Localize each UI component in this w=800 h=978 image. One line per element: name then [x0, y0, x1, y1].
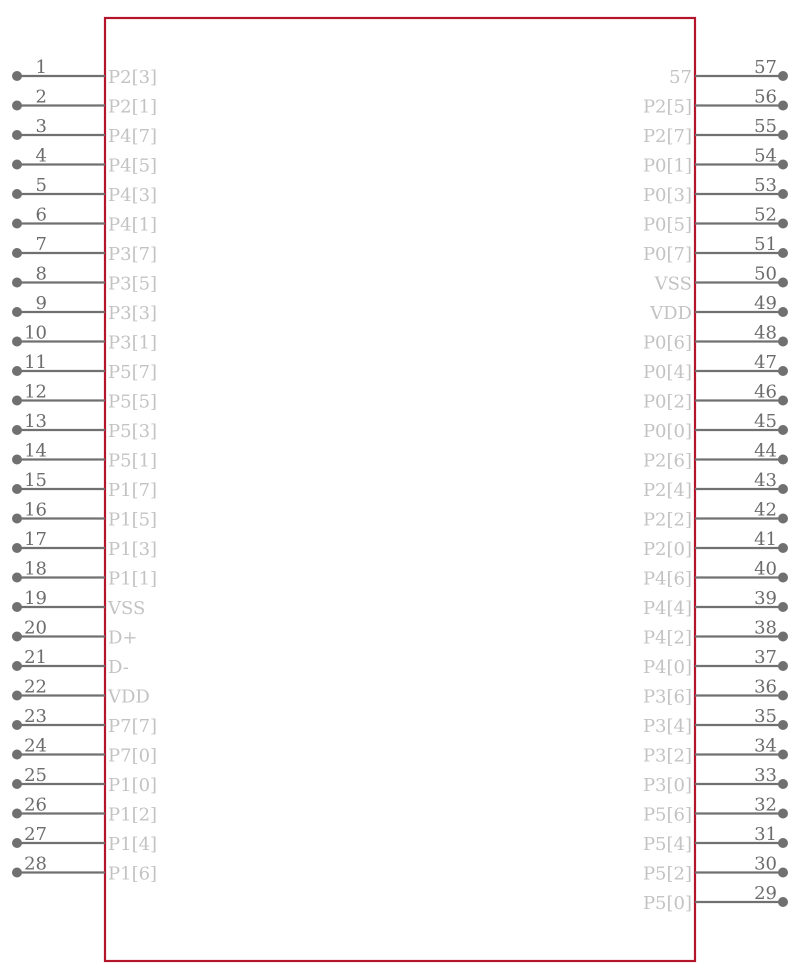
pin-terminal-dot: [12, 160, 22, 170]
pin-name: D+: [108, 627, 138, 649]
pin-terminal-dot: [778, 750, 788, 760]
pin-number: 25: [24, 765, 47, 786]
pin-number: 29: [754, 883, 777, 904]
pin-terminal-dot: [12, 868, 22, 878]
pin-number: 13: [24, 411, 47, 432]
pin-name: P5[0]: [642, 893, 692, 914]
pin-name: P4[2]: [642, 627, 692, 649]
pin-number: 36: [754, 676, 777, 698]
pin-number: 45: [754, 411, 777, 432]
pin-number: 22: [24, 676, 47, 698]
pin-terminal-dot: [12, 573, 22, 583]
pin-name: P4[4]: [642, 598, 692, 619]
pin-terminal-dot: [12, 779, 22, 789]
pin-number: 53: [754, 175, 777, 196]
pin-name: P5[5]: [108, 391, 158, 413]
pin-name: P7[0]: [108, 745, 158, 767]
pin-terminal-dot: [12, 809, 22, 819]
pin-number: 51: [754, 234, 777, 255]
pin-terminal-dot: [778, 868, 788, 878]
pin-terminal-dot: [12, 337, 22, 347]
pin-name: P5[3]: [108, 421, 158, 442]
pin-terminal-dot: [12, 396, 22, 406]
pin-number: 54: [754, 145, 777, 167]
pin-number: 11: [24, 352, 47, 373]
pin-number: 15: [24, 470, 47, 491]
pin-terminal-dot: [778, 779, 788, 789]
pin-name: P5[1]: [108, 450, 158, 472]
pin-name: P3[5]: [108, 273, 158, 295]
pin-name: P2[7]: [642, 126, 692, 147]
pin-number: 57: [754, 57, 777, 78]
pin-terminal-dot: [778, 514, 788, 524]
pin-name: P4[5]: [108, 155, 158, 177]
pin-number: 44: [754, 440, 777, 462]
pin-number: 5: [35, 175, 47, 196]
pin-number: 56: [754, 86, 777, 108]
pin-terminal-dot: [12, 691, 22, 701]
pin-number: 34: [754, 735, 777, 757]
pin-name: VSS: [108, 598, 146, 619]
pin-name: P4[3]: [108, 185, 158, 206]
pin-terminal-dot: [12, 838, 22, 848]
pin-number: 33: [754, 765, 777, 786]
pin-number: 32: [754, 794, 777, 816]
pin-terminal-dot: [12, 632, 22, 642]
pin-terminal-dot: [778, 661, 788, 671]
pin-name: P0[1]: [642, 155, 692, 177]
pin-terminal-dot: [12, 514, 22, 524]
pin-name: P2[6]: [642, 450, 692, 472]
pin-name: P1[2]: [108, 804, 158, 826]
pin-name: P1[3]: [108, 539, 158, 560]
pin-name: P7[7]: [108, 716, 158, 737]
pin-terminal-dot: [12, 278, 22, 288]
pin-name: P3[0]: [642, 775, 692, 796]
pin-name: VSS: [654, 273, 692, 295]
pin-terminal-dot: [778, 809, 788, 819]
pin-terminal-dot: [778, 691, 788, 701]
pin-number: 50: [754, 263, 777, 285]
pin-number: 14: [24, 440, 47, 462]
pin-name: P5[2]: [642, 863, 692, 885]
pin-terminal-dot: [778, 160, 788, 170]
pin-number: 24: [24, 735, 47, 757]
pin-number: 39: [754, 588, 777, 609]
pin-terminal-dot: [12, 219, 22, 229]
pin-number: 20: [24, 617, 47, 639]
pin-name: P5[4]: [642, 834, 692, 855]
pin-terminal-dot: [778, 720, 788, 730]
pin-number: 37: [754, 647, 777, 668]
pin-name: P3[4]: [642, 716, 692, 737]
pin-name: P3[3]: [108, 303, 158, 324]
pin-number: 18: [24, 558, 47, 580]
component-body-outline: [105, 18, 695, 961]
pin-terminal-dot: [12, 307, 22, 317]
pin-name: P0[5]: [642, 214, 692, 236]
pin-name: P2[3]: [108, 67, 158, 88]
pin-name: P2[4]: [642, 480, 692, 501]
pin-name: P4[7]: [108, 126, 158, 147]
pin-terminal-dot: [778, 248, 788, 258]
pin-number: 12: [24, 381, 47, 403]
pin-terminal-dot: [778, 101, 788, 111]
pin-terminal-dot: [778, 632, 788, 642]
pin-number: 42: [754, 499, 777, 521]
pin-name: P4[0]: [642, 657, 692, 678]
pin-number: 16: [24, 499, 47, 521]
pin-number: 27: [24, 824, 47, 845]
pin-name: P0[7]: [642, 244, 692, 265]
pin-name: P4[6]: [642, 568, 692, 590]
pin-name: P2[5]: [642, 96, 692, 118]
pin-number: 4: [35, 145, 47, 167]
pin-terminal-dot: [12, 750, 22, 760]
pin-name: P1[0]: [108, 775, 158, 796]
pin-terminal-dot: [12, 543, 22, 553]
pin-name: P0[2]: [642, 391, 692, 413]
pin-number: 35: [754, 706, 777, 727]
pin-name: P1[1]: [108, 568, 158, 590]
pin-name: VDD: [108, 686, 150, 708]
pin-number: 28: [24, 853, 47, 875]
pin-number: 41: [754, 529, 777, 550]
pin-name: P3[7]: [108, 244, 158, 265]
pin-number: 47: [754, 352, 777, 373]
pin-terminal-dot: [12, 130, 22, 140]
pin-number: 7: [35, 234, 47, 255]
pin-name: P2[0]: [642, 539, 692, 560]
pin-terminal-dot: [12, 101, 22, 111]
pin-name: P3[2]: [642, 745, 692, 767]
pin-number: 38: [754, 617, 777, 639]
pin-number: 17: [24, 529, 47, 550]
pin-terminal-dot: [12, 425, 22, 435]
pin-name: VDD: [650, 303, 692, 324]
pin-number: 49: [754, 293, 777, 314]
pin-terminal-dot: [778, 425, 788, 435]
pin-terminal-dot: [12, 71, 22, 81]
pin-name: P0[6]: [642, 332, 692, 354]
pin-terminal-dot: [12, 720, 22, 730]
pin-name: P1[5]: [108, 509, 158, 531]
pin-terminal-dot: [778, 219, 788, 229]
pin-terminal-dot: [778, 838, 788, 848]
pin-number: 55: [754, 116, 777, 137]
pin-terminal-dot: [12, 248, 22, 258]
pin-number: 46: [754, 381, 777, 403]
pin-terminal-dot: [778, 455, 788, 465]
pin-terminal-dot: [778, 484, 788, 494]
pin-name: P0[3]: [642, 185, 692, 206]
pin-name: P0[0]: [642, 421, 692, 442]
pin-name: P5[7]: [108, 362, 158, 383]
pin-name: P0[4]: [642, 362, 692, 383]
pin-name: P3[1]: [108, 332, 158, 354]
pin-number: 52: [754, 204, 777, 226]
pin-terminal-dot: [778, 189, 788, 199]
pin-number: 19: [24, 588, 47, 609]
pin-terminal-dot: [12, 484, 22, 494]
pin-terminal-dot: [778, 602, 788, 612]
pin-number: 8: [35, 263, 47, 285]
pin-number: 26: [24, 794, 47, 816]
pin-number: 9: [35, 293, 47, 314]
pin-number: 1: [35, 57, 47, 78]
pin-name: P4[1]: [108, 214, 158, 236]
pin-name: P2[1]: [108, 96, 158, 118]
pin-terminal-dot: [12, 661, 22, 671]
pin-terminal-dot: [12, 366, 22, 376]
pin-number: 21: [24, 647, 47, 668]
pin-terminal-dot: [12, 602, 22, 612]
pin-number: 48: [754, 322, 777, 344]
pin-name: P1[7]: [108, 480, 158, 501]
pin-terminal-dot: [12, 189, 22, 199]
pin-number: 23: [24, 706, 47, 727]
pin-terminal-dot: [778, 71, 788, 81]
pin-terminal-dot: [778, 897, 788, 907]
pin-terminal-dot: [778, 130, 788, 140]
pin-terminal-dot: [778, 307, 788, 317]
pin-terminal-dot: [778, 278, 788, 288]
pin-number: 31: [754, 824, 777, 845]
pin-name: P5[6]: [642, 804, 692, 826]
pin-name: D-: [108, 657, 129, 678]
pin-name: 57: [669, 67, 692, 88]
pin-terminal-dot: [778, 543, 788, 553]
pin-number: 40: [754, 558, 777, 580]
pin-name: P1[6]: [108, 863, 158, 885]
pin-number: 10: [24, 322, 47, 344]
pin-number: 30: [754, 853, 777, 875]
pin-number: 6: [35, 204, 47, 226]
pin-number: 43: [754, 470, 777, 491]
pin-number: 2: [35, 86, 47, 108]
pin-terminal-dot: [778, 337, 788, 347]
pin-number: 3: [35, 116, 47, 137]
pin-name: P2[2]: [642, 509, 692, 531]
pin-terminal-dot: [778, 573, 788, 583]
pin-name: P3[6]: [642, 686, 692, 708]
pin-terminal-dot: [12, 455, 22, 465]
pin-name: P1[4]: [108, 834, 158, 855]
pin-terminal-dot: [778, 396, 788, 406]
pin-terminal-dot: [778, 366, 788, 376]
right-pin-group: [643, 57, 788, 914]
